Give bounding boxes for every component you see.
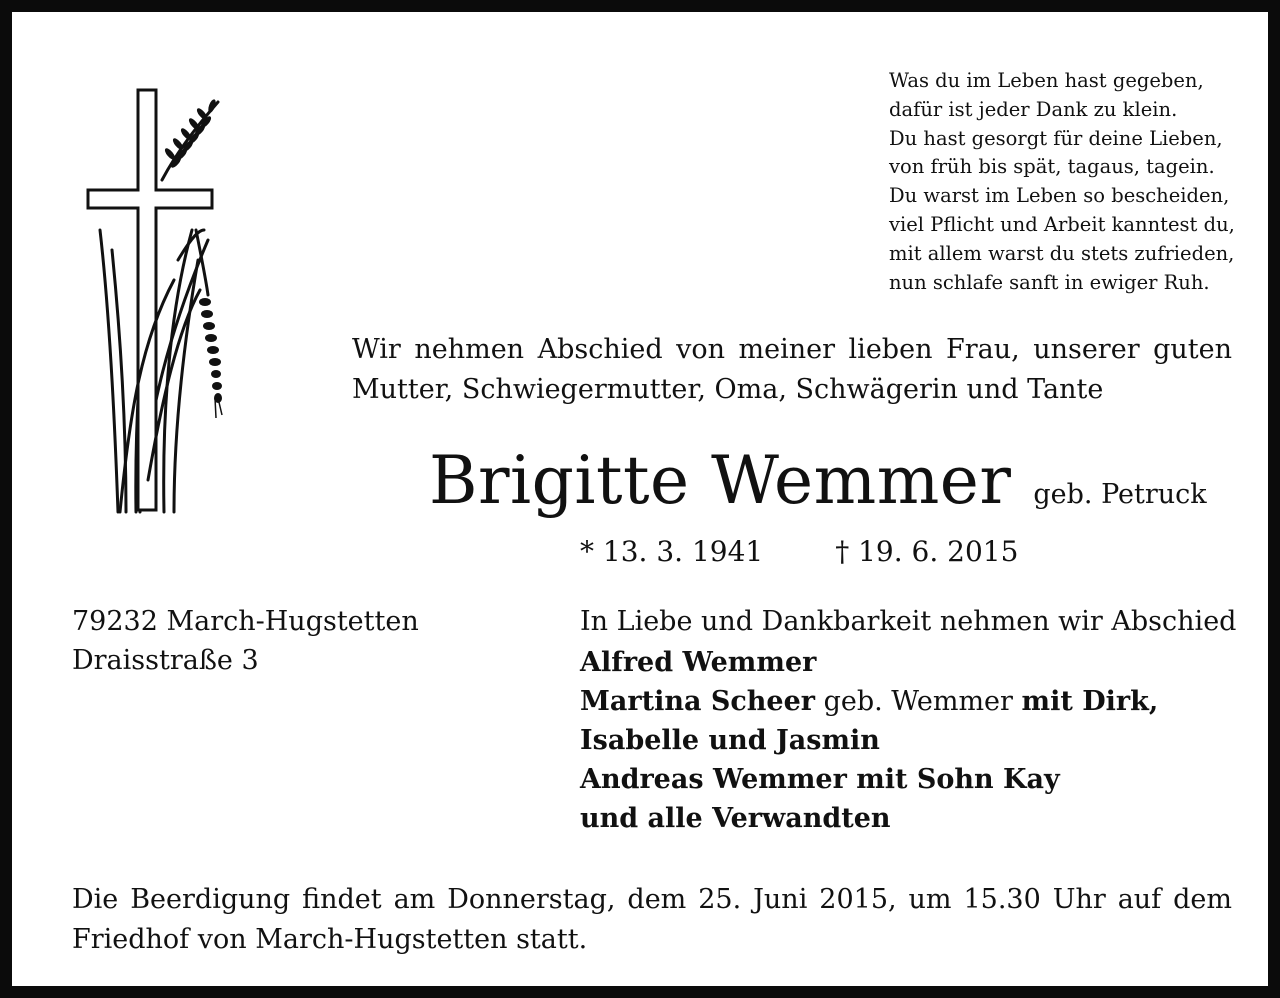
intro-line-2: Mutter, Schwiegermutter, Oma, Schwägerin und Tante [352, 374, 1104, 405]
poem-line: mit allem warst du stets zufrieden, [889, 241, 1235, 265]
intro-text [352, 330, 1232, 410]
deceased-name: Brigitte Wemmer [429, 442, 1012, 519]
deceased-name-row [429, 438, 1207, 524]
poem-line: dafür ist jeder Dank zu klein. [889, 97, 1178, 121]
mourner-name: mit Dirk, [1021, 686, 1159, 717]
cross-with-wheat-icon [78, 80, 234, 520]
mourner-name: Alfred Wemmer [580, 647, 817, 678]
poem-line: Was du im Leben hast gegeben, [889, 69, 1204, 92]
address-line-2: Draisstraße 3 [72, 645, 259, 676]
life-dates [580, 532, 1018, 572]
death-date: † 19. 6. 2015 [835, 535, 1019, 568]
mourner-maiden: geb. Wemmer [815, 686, 1022, 717]
mourner-name: Andreas Wemmer mit Sohn Kay [580, 764, 1060, 795]
funeral-notice [72, 880, 1232, 960]
intro-line-1: Wir nehmen Abschied von meiner lieben Frau, unserer guten [352, 334, 1232, 365]
poem-line: Du hast gesorgt für deine Lieben, [889, 126, 1223, 150]
mourner-name: und alle Verwandten [580, 803, 891, 834]
mourners-lead: In Liebe und Dankbarkeit nehmen wir Abschied [580, 606, 1237, 637]
mourner-name: Isabelle und Jasmin [580, 725, 880, 756]
poem-line: Du warst im Leben so bescheiden, [889, 184, 1230, 208]
mourner-name: Martina Scheer [580, 686, 816, 717]
funeral-line-2: Friedhof von March-Hugstetten statt. [72, 924, 588, 955]
poem-line: von früh bis spät, tagaus, tagein. [889, 155, 1215, 179]
poem [889, 67, 1235, 297]
address [72, 602, 419, 680]
maiden-name: geb. Petruck [1033, 479, 1207, 510]
funeral-line-1: Die Beerdigung findet am Donnerstag, dem 25. Juni 2015, um 15.30 Uhr auf dem [72, 884, 1232, 915]
poem-line: nun schlafe sanft in ewiger Ruh. [889, 270, 1210, 294]
birth-date: * 13. 3. 1941 [580, 535, 764, 568]
poem-line: viel Pflicht und Arbeit kanntest du, [889, 212, 1235, 236]
mourners [580, 602, 1236, 838]
address-line-1: 79232 March-Hugstetten [72, 606, 419, 637]
